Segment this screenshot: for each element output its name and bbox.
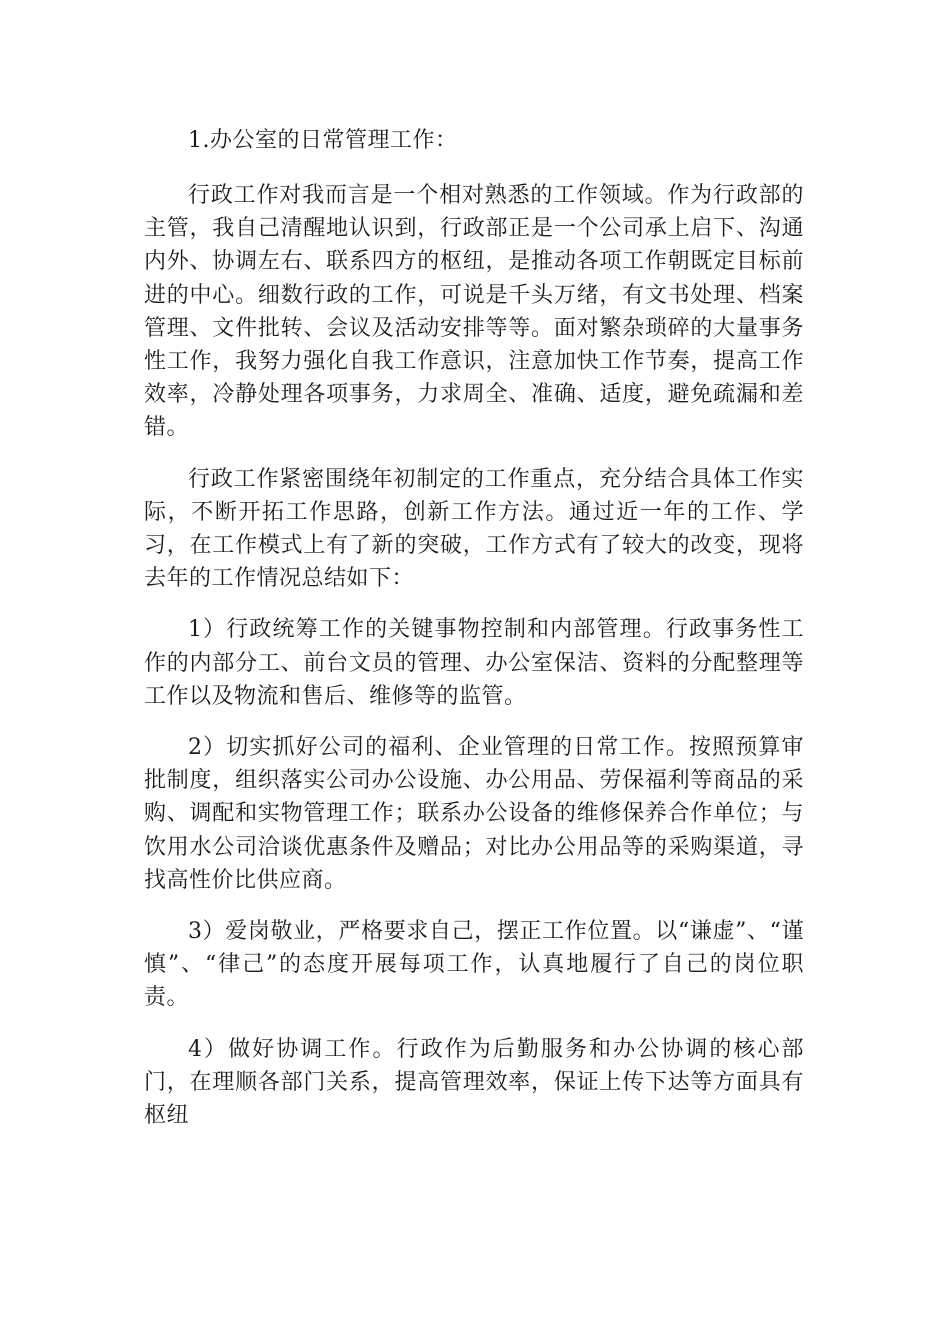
section-heading: 1.办公室的日常管理工作： bbox=[188, 128, 458, 153]
paragraph-item-3: 3）爱岗敬业，严格要求自己，摆正工作位置。以“谦虚”、“谨慎”、“律己”的态度开展每项工作，认真地履行了自己的岗位职责。 bbox=[144, 919, 804, 1011]
paragraph-item-2: 2）切实抓好公司的福利、企业管理的日常工作。按照预算审批制度，组织落实公司办公设施、办公用品、劳保福利等商品的采购、调配和实物管理工作；联系办公设备的维修保养合作单位；与饮用水公司洽谈优惠条件及赠品；对比办公用品等的采购渠道，寻找高性价比供应商。 bbox=[144, 735, 804, 893]
paragraph-summary: 行政工作紧密围绕年初制定的工作重点，充分结合具体工作实际，不断开拓工作思路，创新工作方法。通过近一年的工作、学习，在工作模式上有了新的突破，工作方式有了较大的改变，现将去年的工作情况总结如下： bbox=[144, 466, 804, 592]
paragraph-item-4: 4）做好协调工作。行政作为后勤服务和办公协调的核心部门，在理顺各部门关系，提高管理效率，保证上传下达等方面具有枢纽 bbox=[144, 1036, 804, 1129]
paragraph-intro: 行政工作对我而言是一个相对熟悉的工作领域。作为行政部的主管，我自己清醒地认识到，行政部正是一个公司承上启下、沟通内外、协调左右、联系四方的枢纽，是推动各项工作朝既定目标前进的中心。细数行政的工作，可说是千头万绪，有文书处理、档案管理、文件批转、会议及活动安排等等。面对繁杂琐碎的大量事务性工作，我努力强化自我工作意识，注意加快工作节奏，提高工作效率，冷静处理各项事务，力求周全、准确、适度，避免疏漏和差错。 bbox=[144, 183, 804, 441]
paragraph-item-1: 1）行政统筹工作的关键事物控制和内部管理。行政事务性工作的内部分工、前台文员的管理、办公室保洁、资料的分配整理等工作以及物流和售后、维修等的监管。 bbox=[144, 617, 804, 709]
document-body bbox=[144, 124, 804, 1150]
